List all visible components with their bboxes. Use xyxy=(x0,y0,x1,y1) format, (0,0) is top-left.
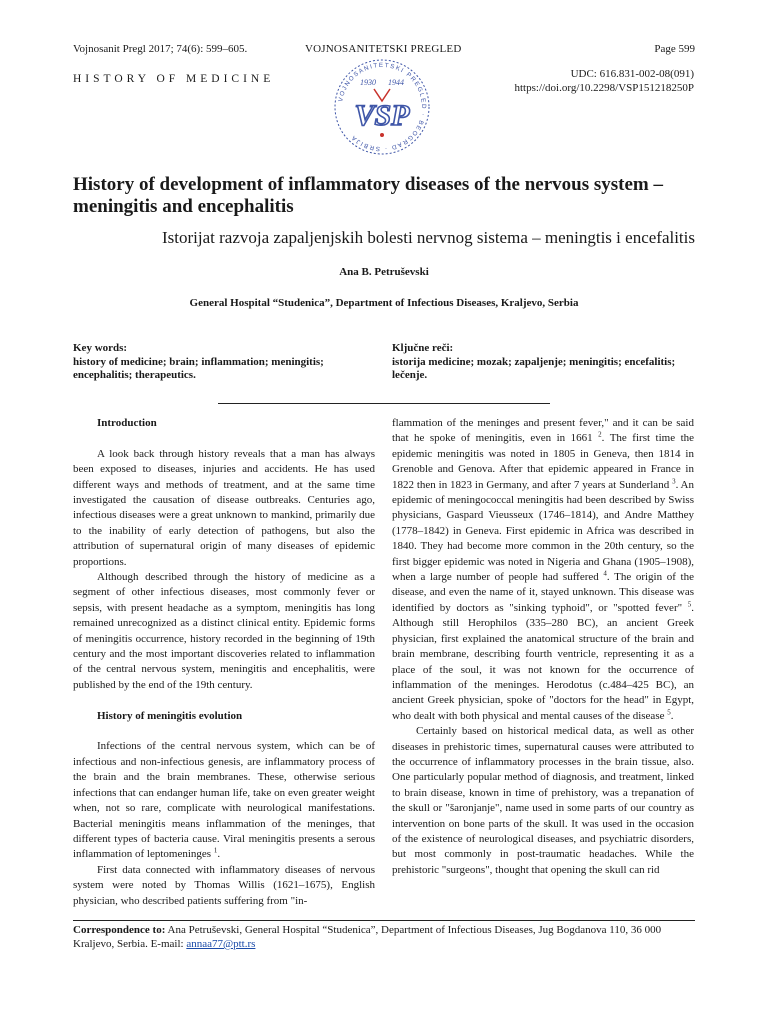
seal-ring-text: VOJNOSANITETSKI PREGLED · BEOGRAD · SRBIJA xyxy=(337,61,428,153)
keywords-text: history of medicine; brain; inflammation; meningitis; encephalitis; therapeutics. xyxy=(73,355,324,381)
article-title: History of development of inflammatory diseases of the nervous system – meningitis and encephalitis xyxy=(73,174,663,217)
keywords-text-serbian: istorija medicine; mozak; zapaljenje; meningitis; encefalitis; lečenje. xyxy=(392,355,676,381)
paragraph: Infections of the central nervous system, which can be of infectious and non-infectious genesis, are inflammatory process of the brain and the brain membranes. These, otherwise serious infections that can endanger human life, take on even greater weight when, not so rare, complicate with neurological manifestations. Bacterial meningitis means inflammation of the meninges, that different types of bacteria cause. Viral meningitis presents a serous inflammation of leptomeninges $^1$. xyxy=(73,740,375,861)
footer-divider xyxy=(73,920,695,921)
doi-link[interactable]: https://doi.org/10.2298/VSP151218250P xyxy=(514,82,694,94)
seal-monogram: VSP xyxy=(354,99,410,132)
reference-marker[interactable]: 5 xyxy=(667,708,671,717)
journal-citation: Vojnosanit Pregl 2017; 74(6): 599–605. xyxy=(73,43,248,55)
paragraph: First data connected with inflammatory diseases of nervous system were noted by Thomas Willis (1621–1675), English physician, who described patients suffering from "in- xyxy=(73,863,375,907)
page-number: Page 599 xyxy=(654,43,695,55)
correspondence-footer xyxy=(73,923,695,951)
paragraph: A look back through history reveals that a man has always been exposed to diseases, injuries and accidents. He has used different ways and methods of treatment, and at the same time investigated the causation of disease outbreaks. Centuries ago, infectious diseases were a great unknown to mankind, primarily due to the inability of early detection of pathogens, but also the attribution of supernatural origin of many diseases of epidemic proportions. xyxy=(73,447,375,568)
reference-marker[interactable]: 1 xyxy=(213,846,218,855)
divider xyxy=(218,403,550,404)
body-column-right xyxy=(392,416,694,878)
reference-marker[interactable]: 2 xyxy=(598,430,602,439)
reference-marker[interactable]: 3 xyxy=(672,476,676,485)
body-column-left xyxy=(73,416,375,909)
keywords-english xyxy=(73,342,373,383)
heading-introduction: Introduction xyxy=(97,417,157,429)
keywords-serbian xyxy=(392,342,692,383)
keywords-heading: Key words: xyxy=(73,342,128,354)
paragraph: flammation of the meninges and present fever," and it can be said that he spoke of meningitis, even in 1661 $^2$. The first time the epidemic meningitis was noted in 1805 in Geneva, then 1814 in Grenoble and Genova. After that epidemic appeared in France in 1822 then in 1823 in Germany, and after 7 years at Sunderland $^3$. An epidemic of meningococcal meningitis had been described by Swiss physicians, Gaspard Vieusseux (1746–1814), and Andre Matthey (1778–1842) in Geneva. First epidemic in Africa was described in 1840. They had become more common in the 20th century, so the first bigger epidemic was noted in Nigeria and Ghana (1905–1908), when a large number of people had suffered $^4$. The origin of the disease, and even the name of it, stayed unknown. This disease was identified by doctors as "sinking typhoid", or "spotted fever" $^5$. Although still Herophilos (335–280 BC), an ancient Greek physician, first explained the anatomical structure of the brain and brain membrane, describing fourth ventricle, representing it as a place of the soul, it was not known for the occurrence of inflammation of the meninges. Herodotus (c.484–425 BC), an ancient Greek physician, spoke of "doctors for the head" in Egypt, who dealt with both physical and mental causes of the disease $^5$. xyxy=(392,417,695,722)
seal-year-left: 1930 xyxy=(360,78,376,87)
correspondence-text: Ana Petruševski, General Hospital “Studenica”, Department of Infectious Diseases, Jug Bogdanova 110, 36 000 Kraljevo, Serbia. E-mail: xyxy=(73,924,662,950)
paragraph: Certainly based on historical medical data, as well as other diseases in prehistoric times, supernatural causes were attributed to the occurrence of inflammatory processes in the brain tissue, also. One particularly popular method of diagnosis, and treatment, linked to brain disease, known in time of prehistory, was a trepanation of the skull or "šaronjanje", name used in some parts of our country as intervention on bone parts of the skull. It was used in the occasion of the existence of neurological diseases, and psychiatric disorders, but most commonly in post-traumatic headaches. While the prehistoric "surgeons", thought that opening the skull can rid xyxy=(392,725,694,876)
journal-logo xyxy=(330,55,434,159)
email-link[interactable]: annaa77@ptt.rs xyxy=(186,938,256,950)
article-identifiers xyxy=(515,67,695,95)
udc-code: UDC: 616.831-002-08(091) xyxy=(570,68,694,80)
correspondence-label: Correspondence to: xyxy=(73,924,166,936)
reference-marker[interactable]: 4 xyxy=(603,569,607,578)
author-affiliation: General Hospital “Studenica”, Department of Infectious Diseases, Kraljevo, Serbia xyxy=(189,297,579,309)
article-subtitle-serbian: Istorijat razvoja zapaljenjskih bolesti nervnog sistema – meningtis i encefalitis xyxy=(162,228,695,247)
reference-marker[interactable]: 5 xyxy=(687,600,692,609)
heading-meningitis-history: History of meningitis evolution xyxy=(97,709,243,722)
paragraph: Although described through the history of medicine as a segment of other infectious diseases, most commonly fever or sepsis, with present headache as a symptom, meningitis has long remained unrecognized as a distinct clinical entity. Epidemic forms of meningitis occurrence, history recorded in the beginning of 19th century and the most important discoveries related to inflammation of the central nervous system, meningitis and encephalitis, were published by the end of the 19th century. xyxy=(73,571,375,691)
author-name: Ana B. Petruševski xyxy=(339,266,429,278)
journal-seal-icon xyxy=(330,55,434,159)
journal-name: VOJNOSANITETSKI PREGLED xyxy=(305,43,462,55)
keywords-heading-serbian: Ključne reči: xyxy=(392,342,454,354)
section-label: HISTORY OF MEDICINE xyxy=(73,73,275,85)
seal-year-right: 1944 xyxy=(388,78,404,87)
